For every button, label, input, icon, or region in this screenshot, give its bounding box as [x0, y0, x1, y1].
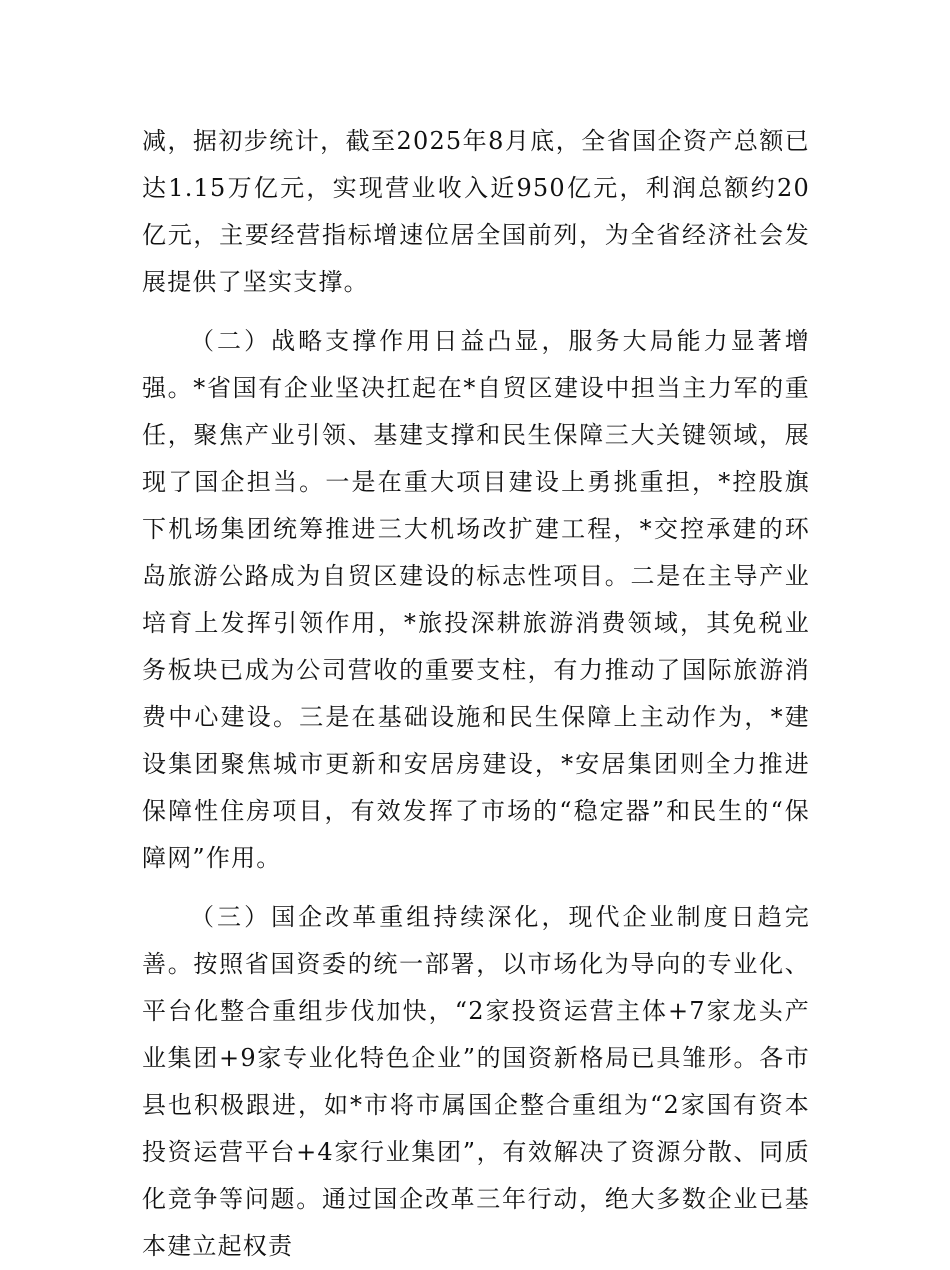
paragraph-3: （三）国企改革重组持续深化，现代企业制度日趋完善。按照省国资委的统一部署，以市场化为导向的专业化、平台化整合重组步伐加快，“2家投资运营主体+7家龙头产业集团+9家专业化特色企业”的国资新格局已具雏形。各市县也积极跟进，如*市将市属国企整合重组为“2家国有资本投资运营平台+4家行业集团”，有效解决了资源分散、同质化竞争等问题。通过国企改革三年行动，绝大多数企业已基本建立起权责: [142, 903, 810, 1260]
paragraph-1: 减，据初步统计，截至2025年8月底，全省国企资产总额已达1.15万亿元，实现营业收入近950亿元，利润总额约20亿元，主要经营指标增速位居全国前列，为全省经济社会发展提供了坚实支撑。: [142, 127, 810, 296]
paragraph-2: （二）战略支撑作用日益凸显，服务大局能力显著增强。*省国有企业坚决扛起在*自贸区建设中担当主力军的重任，聚焦产业引领、基建支撑和民生保障三大关键领域，展现了国企担当。一是在重大项目建设上勇挑重担，*控股旗下机场集团统筹推进三大机场改扩建工程，*交控承建的环岛旅游公路成为自贸区建设的标志性项目。二是在主导产业培育上发挥引领作用，*旅投深耕旅游消费领域，其免税业务板块已成为公司营收的重要支柱，有力推动了国际旅游消费中心建设。三是在基础设施和民生保障上主动作为，*建设集团聚焦城市更新和安居房建设，*安居集团则全力推进保障性住房项目，有效发挥了市场的“稳定器”和民生的“保障网”作用。: [142, 327, 810, 872]
document-page: [142, 118, 810, 1270]
